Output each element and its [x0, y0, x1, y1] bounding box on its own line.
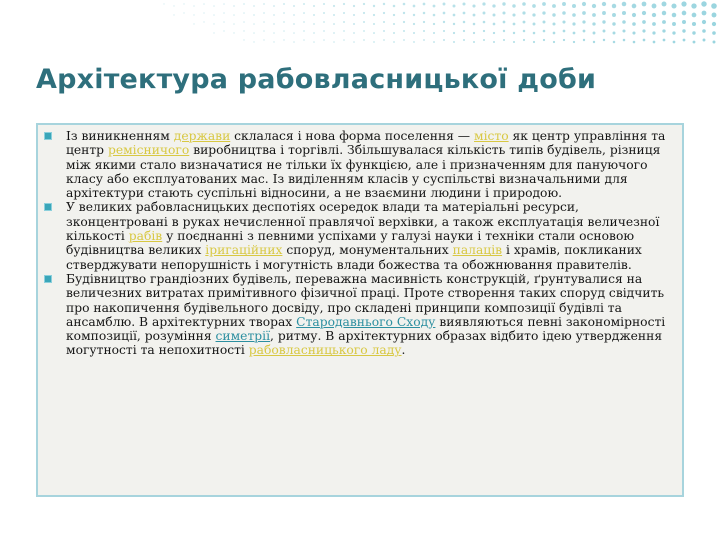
decorative-dot — [502, 11, 505, 14]
decorative-dot — [632, 22, 636, 26]
decorative-dot — [193, 14, 194, 15]
decorative-dot — [462, 2, 465, 5]
decorative-dot — [502, 2, 505, 5]
decorative-dot — [602, 20, 605, 23]
decorative-dot — [623, 39, 626, 42]
decorative-dot — [523, 39, 525, 41]
decorative-dot — [552, 4, 556, 8]
decorative-dot — [612, 13, 616, 17]
decorative-dot — [183, 12, 184, 13]
decorative-dot — [363, 30, 365, 32]
decorative-dot — [522, 11, 525, 14]
slide-title: Архітектура рабовласницької доби — [36, 64, 597, 95]
decorative-dot — [572, 4, 576, 8]
decorative-dot — [373, 41, 375, 43]
decorative-dot — [622, 20, 626, 24]
decorative-dot — [353, 32, 355, 34]
decorative-dot — [553, 32, 556, 35]
decorative-dot — [553, 41, 555, 43]
decorative-dot — [542, 11, 545, 14]
decorative-dot — [572, 22, 575, 25]
decorative-dot — [711, 3, 717, 9]
decorative-dot — [403, 39, 405, 41]
decorative-dot — [253, 41, 254, 42]
decorative-dot — [263, 12, 265, 14]
decorative-dot — [593, 32, 596, 35]
decorative-dot — [572, 13, 576, 17]
decorative-dot — [293, 5, 295, 7]
decorative-dot — [203, 3, 205, 5]
decorative-dot — [702, 20, 706, 24]
decorative-dot — [483, 21, 486, 24]
decorative-dot — [283, 3, 285, 5]
decorative-dot — [283, 39, 284, 40]
decorative-dot — [323, 12, 325, 14]
decorative-dot — [632, 31, 635, 34]
decorative-dot — [293, 41, 295, 43]
decorative-dot — [213, 32, 214, 33]
decorative-dot — [303, 39, 305, 41]
decorative-dot — [593, 41, 595, 43]
decorative-dot — [243, 39, 244, 40]
decorative-dot — [483, 12, 486, 15]
decorative-dot — [483, 39, 485, 41]
decorative-dot — [383, 39, 385, 41]
decorative-dot — [463, 30, 465, 32]
decorative-dot — [443, 12, 446, 15]
decorative-dot — [592, 13, 596, 17]
decorative-dot — [602, 11, 606, 15]
bullet-list — [38, 125, 682, 358]
decorative-dot — [453, 32, 455, 34]
decorative-dot-pattern — [0, 0, 720, 48]
decorative-dot — [682, 20, 686, 24]
decorative-dot — [622, 29, 625, 32]
decorative-dot — [373, 32, 375, 34]
decorative-dot — [343, 30, 345, 32]
decorative-dot — [563, 39, 565, 41]
decorative-dot — [583, 39, 585, 41]
bullet-item: Із виникненням держави склалася і нова форма поселення — місто як центр управління та центр ремісничого виробництва і торгівлі. Збільшувалася кількість типів будівель, різниця між якими стало визначатися не тільки їх функцією, але і призначенням для пануючого класу або експлуатованих мас. Із виділенням класів у суспільстві визначальними для архітектури стають суспільні відносини, а не взаємини людини і природою. — [66, 129, 668, 200]
decorative-dot — [652, 31, 655, 34]
decorative-dot — [333, 14, 335, 16]
decorative-dot — [353, 41, 355, 43]
decorative-dot — [333, 32, 335, 34]
decorative-dot — [293, 23, 295, 25]
decorative-dot — [333, 5, 335, 7]
decorative-dot — [473, 23, 476, 26]
decorative-dot — [542, 2, 546, 6]
link-symetrii[interactable]: симетрії — [215, 329, 270, 344]
decorative-dot — [393, 5, 396, 8]
decorative-dot — [273, 41, 274, 42]
decorative-dot — [563, 30, 566, 33]
decorative-dot — [642, 29, 645, 32]
decorative-dot — [583, 30, 586, 33]
decorative-dot — [463, 12, 466, 15]
decorative-dot — [373, 23, 375, 25]
decorative-dot — [353, 23, 355, 25]
decorative-dot — [702, 11, 707, 16]
decorative-dot — [492, 4, 495, 7]
decorative-dot — [503, 30, 505, 32]
decorative-dot — [393, 41, 395, 43]
decorative-dot — [692, 31, 695, 34]
decorative-dot — [343, 21, 345, 23]
decorative-dot — [423, 12, 426, 15]
decorative-dot — [433, 32, 435, 34]
decorative-dot — [443, 39, 445, 41]
decorative-dot — [493, 41, 495, 43]
decorative-dot — [203, 12, 205, 14]
decorative-dot — [323, 3, 325, 5]
decorative-dot — [203, 21, 204, 22]
decorative-dot — [253, 14, 255, 16]
decorative-dot — [562, 20, 565, 23]
decorative-dot — [493, 32, 495, 34]
link-misto[interactable]: місто — [474, 129, 509, 143]
decorative-dot — [522, 2, 526, 6]
decorative-dot — [373, 14, 375, 16]
bullet-square-icon — [44, 203, 52, 211]
decorative-dot — [513, 23, 516, 26]
decorative-dot — [513, 41, 515, 43]
decorative-dot — [543, 30, 546, 33]
decorative-dot — [463, 39, 465, 41]
decorative-dot — [273, 23, 275, 25]
decorative-dot — [713, 41, 716, 44]
decorative-dot — [403, 21, 405, 23]
decorative-dot — [263, 30, 265, 32]
decorative-dot — [443, 21, 445, 23]
decorative-dot — [233, 5, 235, 7]
decorative-dot — [513, 32, 515, 34]
decorative-dot — [482, 2, 485, 5]
decorative-dot — [692, 13, 697, 18]
bullet-item: Будівництво грандіозних будівель, переважна масивність конструкцій, ґрунтувалися на величезних витратах примітивного фізичної праці. Проте створення таких споруд свідчить про накопичення будівельного досвіду, про складені принципи композиції будівлі та ансамблю. В архітектурних творах Стародавнього Сходу виявляються певні закономірності композиції, розуміння симетрії, ритму. В архітектурних образах відбито ідею утвердження могутності та непохитності рабовласницького ладу. — [66, 272, 668, 358]
decorative-dot — [303, 30, 305, 32]
decorative-dot — [523, 21, 526, 24]
decorative-dot — [562, 11, 566, 15]
link-rabovlasnytskoho-ladu[interactable]: рабовласницького ладу — [248, 343, 402, 358]
decorative-dot — [512, 4, 515, 7]
decorative-dot — [592, 22, 595, 25]
decorative-dot — [662, 20, 666, 24]
decorative-dot — [413, 14, 415, 16]
decorative-dot — [483, 30, 485, 32]
decorative-dot — [323, 30, 325, 32]
link-rabiv[interactable]: рабів — [128, 229, 163, 244]
decorative-dot — [712, 13, 717, 18]
decorative-dot — [493, 23, 496, 26]
decorative-dot — [493, 14, 496, 17]
decorative-dot — [662, 11, 666, 15]
decorative-dot — [453, 41, 455, 43]
decorative-dot — [673, 41, 676, 44]
decorative-dot — [552, 13, 555, 16]
link-palatsiv[interactable]: палаців — [452, 243, 503, 258]
decorative-dot — [552, 22, 555, 25]
decorative-dot — [293, 32, 295, 34]
decorative-dot — [423, 30, 425, 32]
decorative-dot — [473, 14, 476, 17]
decorative-dot — [403, 3, 406, 6]
decorative-dot — [263, 39, 264, 40]
decorative-dot — [672, 31, 675, 34]
decorative-dot — [533, 32, 536, 35]
decorative-dot — [263, 3, 265, 5]
decorative-dot — [703, 39, 706, 42]
decorative-dot — [243, 12, 245, 14]
bullet-square-icon — [44, 275, 52, 283]
decorative-dot — [602, 2, 606, 6]
decorative-dot — [682, 11, 687, 16]
decorative-dot — [473, 41, 475, 43]
decorative-dot — [503, 21, 506, 24]
decorative-dot — [363, 3, 365, 5]
decorative-dot — [413, 23, 415, 25]
decorative-dot — [173, 5, 174, 6]
decorative-dot — [233, 32, 234, 33]
decorative-dot — [582, 11, 586, 15]
decorative-dot — [403, 12, 405, 14]
decorative-dot — [642, 2, 647, 7]
decorative-dot — [363, 12, 365, 14]
decorative-dot — [413, 41, 415, 43]
decorative-dot — [243, 21, 245, 23]
decorative-dot — [532, 4, 536, 8]
link-remisnychoho[interactable]: ремісничого — [107, 143, 190, 158]
decorative-dot — [692, 22, 696, 26]
decorative-dot — [323, 39, 325, 41]
decorative-dot — [263, 21, 265, 23]
decorative-dot — [233, 14, 235, 16]
decorative-dot — [681, 1, 686, 6]
decorative-dot — [273, 14, 275, 16]
decorative-dot — [453, 23, 455, 25]
decorative-dot — [233, 23, 235, 25]
decorative-dot — [613, 41, 616, 44]
decorative-dot — [701, 1, 706, 6]
decorative-dot — [353, 5, 355, 7]
decorative-dot — [253, 32, 255, 34]
decorative-dot — [283, 21, 285, 23]
decorative-dot — [163, 3, 164, 4]
decorative-dot — [283, 30, 285, 32]
bullet-item: У великих рабовласницьких деспотіях осередок влади та матеріальні ресурси, зконцентровані в руках нечисленної правлячої верхівки, а також експлуатація величезної кількості рабів у поєднанні з певними успіхами у галузі науки і техніки стали основою будівництва великих іригаційних споруд, монументальних палаців і храмів, покликаних стверджувати непорушність і могутність влади божества та обожнювання правителів. — [66, 200, 668, 271]
decorative-dot — [333, 41, 335, 43]
decorative-dot — [671, 3, 676, 8]
content-box — [36, 123, 684, 497]
decorative-dot — [193, 5, 195, 7]
decorative-dot — [643, 39, 646, 42]
decorative-dot — [622, 11, 626, 15]
decorative-dot — [283, 12, 285, 14]
decorative-dot — [403, 30, 405, 32]
decorative-dot — [433, 5, 436, 8]
decorative-dot — [662, 2, 667, 7]
decorative-dot — [213, 23, 214, 24]
decorative-dot — [582, 20, 585, 23]
decorative-dot — [253, 23, 255, 25]
decorative-dot — [253, 5, 255, 7]
decorative-dot — [433, 14, 436, 17]
decorative-dot — [423, 3, 426, 6]
decorative-dot — [662, 29, 665, 32]
link-iryhatsiinykh[interactable]: іригаційних — [205, 243, 283, 258]
decorative-dot — [383, 12, 385, 14]
decorative-dot — [393, 32, 395, 34]
decorative-dot — [653, 41, 656, 44]
decorative-dot — [443, 30, 445, 32]
decorative-dot — [463, 21, 466, 24]
decorative-dot — [243, 3, 245, 5]
decorative-dot — [612, 4, 616, 8]
decorative-dot — [672, 13, 677, 18]
decorative-dot — [562, 2, 566, 6]
decorative-dot — [333, 23, 335, 25]
decorative-dot — [273, 5, 275, 7]
decorative-dot — [682, 29, 685, 32]
decorative-dot — [543, 39, 545, 41]
decorative-dot — [612, 22, 615, 25]
decorative-dot — [533, 41, 535, 43]
decorative-dot — [313, 5, 315, 7]
decorative-dot — [413, 32, 415, 34]
decorative-dot — [323, 21, 325, 23]
decorative-dot — [363, 21, 365, 23]
decorative-dot — [313, 41, 315, 43]
decorative-dot — [173, 14, 174, 15]
decorative-dot — [693, 41, 696, 44]
decorative-dot — [473, 32, 475, 34]
decorative-dot — [633, 41, 636, 44]
decorative-dot — [573, 41, 575, 43]
decorative-dot — [453, 14, 456, 17]
decorative-dot — [433, 23, 435, 25]
decorative-dot — [343, 3, 345, 5]
decorative-dot — [592, 4, 596, 8]
decorative-dot — [313, 14, 315, 16]
decorative-dot — [313, 23, 315, 25]
decorative-dot — [393, 23, 395, 25]
decorative-dot — [383, 3, 385, 5]
decorative-dot — [193, 23, 194, 24]
link-derzhavy[interactable]: держави — [173, 129, 231, 143]
decorative-dot — [363, 39, 365, 41]
decorative-dot — [383, 30, 385, 32]
decorative-dot — [383, 21, 385, 23]
decorative-dot — [183, 3, 184, 4]
decorative-dot — [712, 31, 716, 35]
decorative-dot — [353, 14, 355, 16]
decorative-dot — [652, 22, 656, 26]
decorative-dot — [313, 32, 315, 34]
decorative-dot — [683, 39, 686, 42]
decorative-dot — [613, 32, 616, 35]
decorative-dot — [603, 30, 606, 33]
decorative-dot — [393, 14, 395, 16]
decorative-dot — [512, 13, 515, 16]
decorative-dot — [303, 3, 305, 5]
decorative-dot — [632, 13, 636, 17]
decorative-dot — [293, 14, 295, 16]
decorative-dot — [672, 22, 676, 26]
decorative-dot — [453, 5, 456, 8]
bullet-square-icon — [44, 132, 52, 140]
decorative-dot — [532, 13, 535, 16]
decorative-dot — [503, 39, 505, 41]
decorative-dot — [223, 21, 225, 23]
decorative-dot — [691, 3, 696, 8]
decorative-dot — [663, 39, 666, 42]
decorative-dot — [223, 12, 225, 14]
decorative-dot — [533, 23, 536, 26]
decorative-dot — [433, 41, 435, 43]
decorative-dot — [652, 13, 656, 17]
decorative-dot — [343, 39, 345, 41]
decorative-dot — [303, 12, 305, 14]
decorative-dot — [632, 4, 637, 9]
decorative-dot — [712, 22, 716, 26]
decorative-dot — [213, 5, 215, 7]
decorative-dot — [443, 3, 446, 6]
decorative-dot — [423, 21, 425, 23]
decorative-dot — [213, 14, 215, 16]
decorative-dot — [413, 5, 416, 8]
decorative-dot — [243, 30, 244, 31]
decorative-dot — [373, 5, 375, 7]
decorative-dot — [603, 39, 605, 41]
decorative-dot — [273, 32, 275, 34]
decorative-dot — [303, 21, 305, 23]
decorative-dot — [223, 3, 225, 5]
decorative-dot — [642, 20, 646, 24]
decorative-dot — [472, 4, 475, 7]
decorative-dot — [582, 2, 586, 6]
link-starodavnoho-skhodu[interactable]: Стародавнього Сходу — [296, 314, 436, 329]
decorative-dot — [523, 30, 526, 33]
decorative-dot — [652, 4, 657, 9]
decorative-dot — [702, 29, 706, 33]
decorative-dot — [343, 12, 345, 14]
decorative-dot — [642, 11, 646, 15]
decorative-dot — [423, 39, 425, 41]
decorative-dot — [543, 21, 546, 24]
decorative-dot — [223, 30, 224, 31]
decorative-dot — [622, 2, 627, 7]
decorative-dot — [573, 32, 576, 35]
